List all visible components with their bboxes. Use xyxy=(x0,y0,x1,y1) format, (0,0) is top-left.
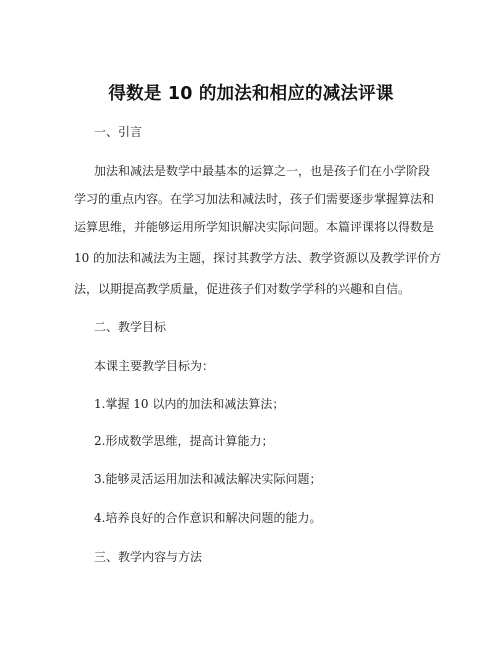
objective-item: 2.形成数学思维，提高计算能力； xyxy=(94,434,274,448)
section-heading-content-methods: 三、教学内容与方法 xyxy=(94,550,203,564)
paragraph-line: 法，以期提高教学质量，促进孩子们对数学学科的兴趣和自信。 xyxy=(74,282,411,296)
section-heading-objectives: 二、教学目标 xyxy=(94,320,167,334)
paragraph-line: 10 的加法和减法为主题，探讨其教学方法、教学资源以及教学评价方 xyxy=(74,251,442,265)
section-heading-introduction: 一、引言 xyxy=(94,125,143,139)
document-title: 得数是 10 的加法和相应的减法评课 xyxy=(108,84,394,104)
paragraph-line: 运算思维，并能够运用所学知识解决实际问题。本篇评课将以得数是 xyxy=(74,220,435,234)
paragraph-line: 加法和减法是数学中最基本的运算之一，也是孩子们在小学阶段 xyxy=(94,164,431,178)
objectives-intro: 本课主要教学目标为： xyxy=(94,359,215,373)
objective-item: 3.能够灵活运用加法和减法解决实际问题； xyxy=(94,472,322,486)
paragraph-line: 学习的重点内容。在学习加法和减法时，孩子们需要逐步掌握算法和 xyxy=(74,192,435,206)
objective-item: 1.掌握 10 以内的加法和减法算法； xyxy=(94,397,285,411)
objective-item: 4.培养良好的合作意识和解决问题的能力。 xyxy=(94,511,322,525)
